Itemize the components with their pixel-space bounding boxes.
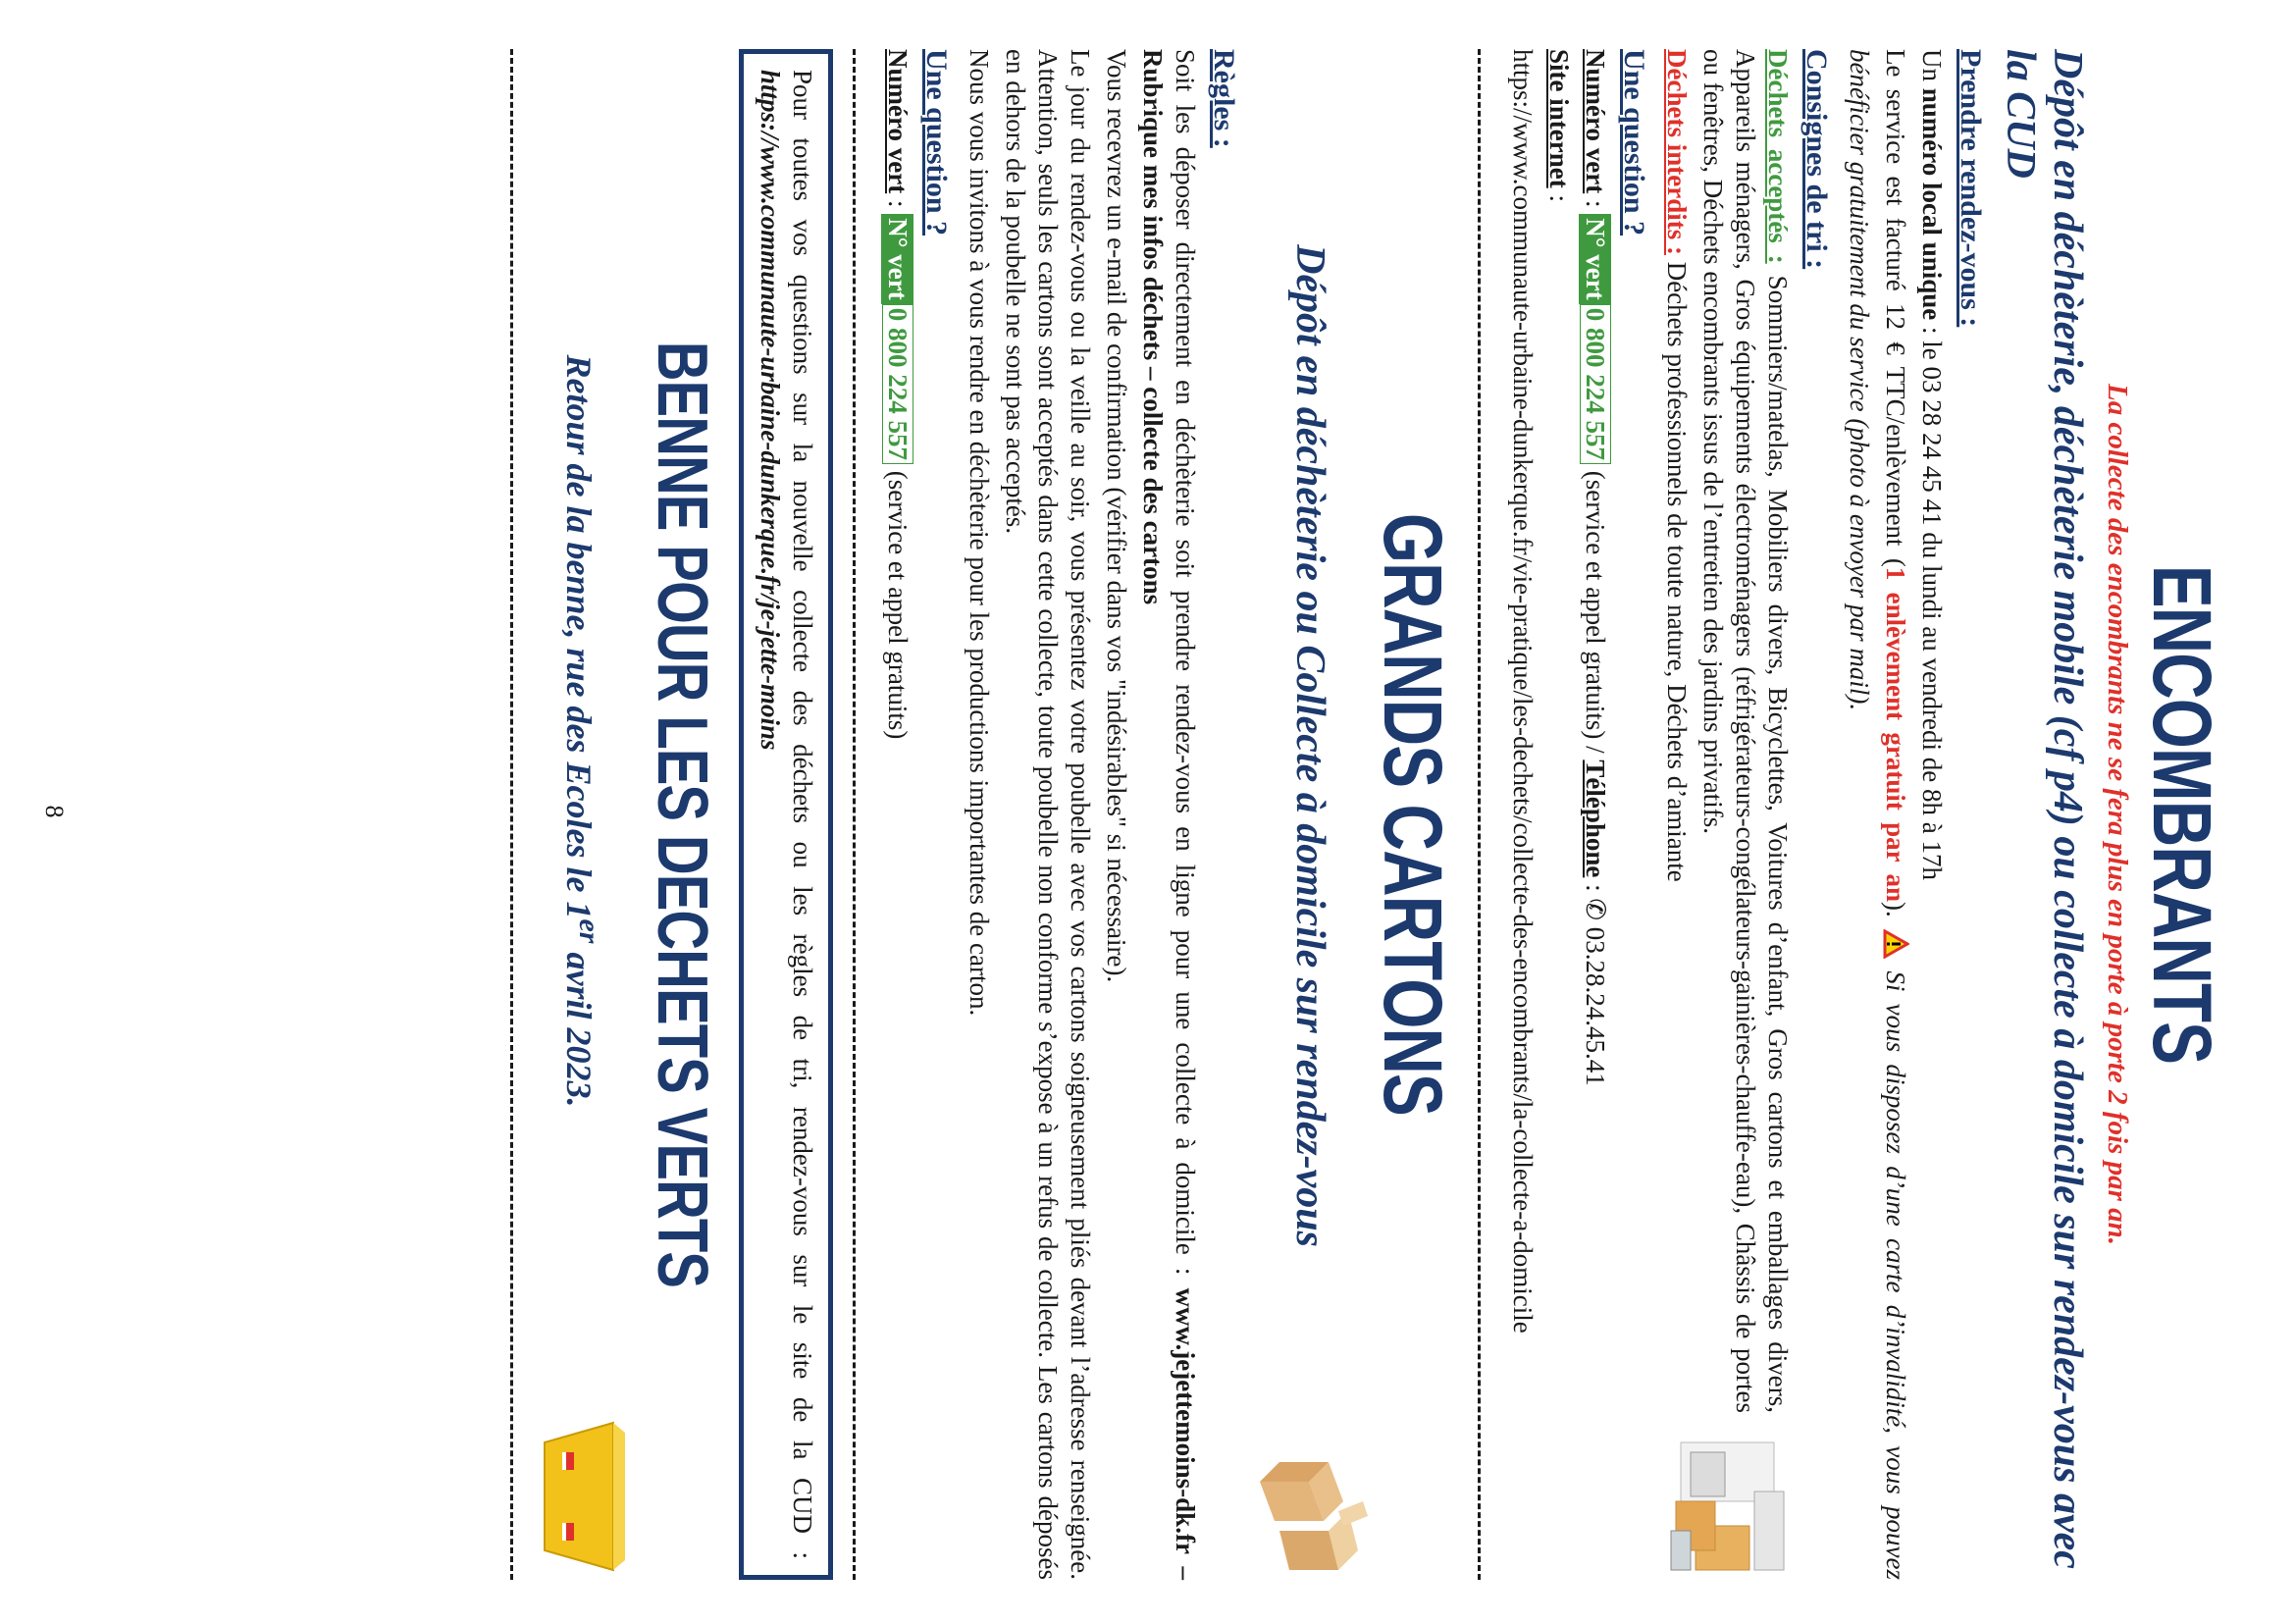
fee-pre: Le service est facturé 12 € TTC/enlèvement (	[1881, 49, 1910, 567]
encombrants-question-heading: Une question ?	[1618, 49, 1650, 236]
benne-subtitle-sup: er	[573, 918, 605, 944]
cartons-section	[881, 49, 1458, 1580]
benne-subtitle-post: avril 2023.	[559, 943, 599, 1108]
benne-subtitle-pre: Retour de la benne, rue des Ecoles le 1	[559, 354, 599, 919]
benne-title: BENNE POUR LES DECHETS VERTS	[643, 340, 721, 1288]
rules-p1-link[interactable]: www.jejettemoins-dk.fr – Rubrique mes infos déchets – collecte des cartons	[1138, 49, 1200, 1580]
rules-p4: Nous vous invitons à vous rendre en déchèterie pour les productions importantes de carton.	[965, 49, 994, 1017]
page-body	[491, 49, 2227, 1580]
cartons-green-number[interactable]: 0 800 224 557	[882, 304, 913, 464]
fee-italic: Si vous disposez d’une carte d’invalidité, vous pouvez bénéficier gratuitement du service (photo à envoyer par mail).	[1845, 49, 1910, 1581]
cartons-subtitle: Dépôt en déchèterie ou Collecte à domicile sur rendez-vous	[1287, 244, 1332, 1247]
cartons-title: GRANDS CARTONS	[1367, 512, 1459, 1116]
encombrants-subtitle: Dépôt en déchèterie, déchèterie mobile (cf p4) ou collecte à domicile sur rendez-vous avec la CUD	[1998, 49, 2090, 1569]
separator-2	[853, 49, 856, 1580]
cartons-question-heading: Une question ?	[920, 49, 953, 236]
rdv-heading: Prendre rendez-vous :	[1955, 49, 1987, 328]
cartons-contact-line: Numéro vert : N° vert0 800 224 557 (service et appel gratuits)	[883, 49, 913, 740]
rdv-line-post: : le 03 28 24 45 41 du lundi au vendredi de 8h à 17h	[1917, 320, 1947, 880]
forbidden-label: Déchets interdits :	[1662, 49, 1692, 255]
bulky-items-image	[1656, 1433, 1803, 1580]
rdv-line-pre: Un	[1917, 49, 1947, 88]
info-box-url[interactable]: https://www.communaute-urbaine-dunkerque.fr/je-jette-moins	[756, 70, 785, 751]
cartons-nvert-badge: N° vert	[881, 214, 913, 304]
accepted-line	[1696, 49, 1794, 1413]
encombrants-title: ENCOMBRANTS	[2136, 564, 2228, 1065]
rules-p2: Vous recevrez un e-mail de confirmation (vérifier dans vos "indésirables" si nécessaire).	[1102, 49, 1131, 983]
separator-1	[1478, 49, 1481, 1580]
forbidden-text: Déchets professionnels de toute nature, Déchets d’amiante	[1662, 254, 1692, 882]
benne-section	[510, 49, 721, 1580]
encombrants-contact-line: Numéro vert : N° vert0 800 224 557 (service et appel gratuits) / Téléphone : ✆ 03.28.24.45.41	[1581, 49, 1610, 1086]
accepted-label: Déchets acceptés :	[1763, 49, 1793, 264]
rules-p1-pre: Soit les déposer directement en déchèterie soit prendre rendez-vous en ligne pour une collecte à domicile :	[1171, 49, 1200, 1288]
fee-free: 1 enlèvement gratuit par an	[1881, 566, 1910, 902]
cartons-service-note: (service et appel gratuits)	[883, 463, 913, 740]
info-box-text	[754, 70, 818, 1559]
skip-container-image	[525, 1413, 643, 1580]
tel-label: Téléphone	[1581, 759, 1610, 878]
nvert-badge: N° vert	[1579, 214, 1611, 304]
encombrants-site-line: Site internet :	[1544, 49, 1574, 202]
rules-heading: Règles :	[1208, 49, 1240, 148]
page-number: 8	[40, 805, 69, 818]
tri-heading: Consignes de tri :	[1800, 49, 1833, 270]
rules-p1	[1136, 49, 1201, 1580]
rdv-line-bold: numéro local unique	[1917, 87, 1947, 321]
site-label: Site internet	[1544, 49, 1574, 188]
site-url[interactable]: https://www.communaute-urbaine-dunkerque.fr/vie-pratique/les-dechets/collecte-des-encombrants/la-collecte-a-domicile	[1508, 49, 1538, 1334]
tel-value[interactable]: : ✆ 03.28.24.45.41	[1581, 877, 1610, 1086]
separator-3	[510, 49, 513, 1580]
green-number[interactable]: 0 800 224 557	[1580, 304, 1611, 464]
fee-line	[1843, 49, 1911, 1580]
encombrants-section	[1506, 49, 2227, 1580]
service-note: (service et appel gratuits) /	[1581, 463, 1610, 760]
cardboard-boxes-image	[1250, 1442, 1368, 1580]
info-box	[739, 49, 833, 1580]
rules-p3: Le jour du rendez-vous ou la veille au soir, vous présentez votre poubelle avec vos cartons soigneusement pliés devant l’adresse renseignée. Attention, seuls les cartons sont acceptés dans cette collecte, toute poubelle non conforme s’expose à un refus de collecte. Les cartons déposés en dehors de la poubelle ne sont pas acceptés.	[1001, 49, 1095, 1580]
vert-label: Numéro vert	[1581, 49, 1610, 194]
encombrants-tagline: La collecte des encombrants ne se fera plus en porte à porte 2 fois par an.	[2102, 383, 2133, 1245]
fee-post: ).	[1881, 901, 1910, 930]
accepted-text: Sommiers/matelas, Mobiliers divers, Bicyclettes, Voitures d’enfant, Gros cartons et emballages divers, Appareils ménagers, Gros équipements électroménagers (réfrigérateurs-congélateurs-gainières-chauffe-eau), Châssis de portes ou fenêtres, Déchets encombrants issus de l’entretien des jardins privatifs.	[1698, 49, 1793, 1413]
warning-icon	[1875, 929, 1909, 959]
benne-subtitle	[555, 49, 612, 1413]
info-box-pre: Pour toutes vos questions sur la nouvelle collecte des déchets ou les règles de tri, rendez-vous sur le site de la CUD :	[788, 70, 817, 1559]
forbidden-line	[1660, 49, 1693, 1413]
rdv-line	[1915, 49, 1948, 1580]
cartons-vert-label: Numéro vert	[883, 49, 913, 194]
